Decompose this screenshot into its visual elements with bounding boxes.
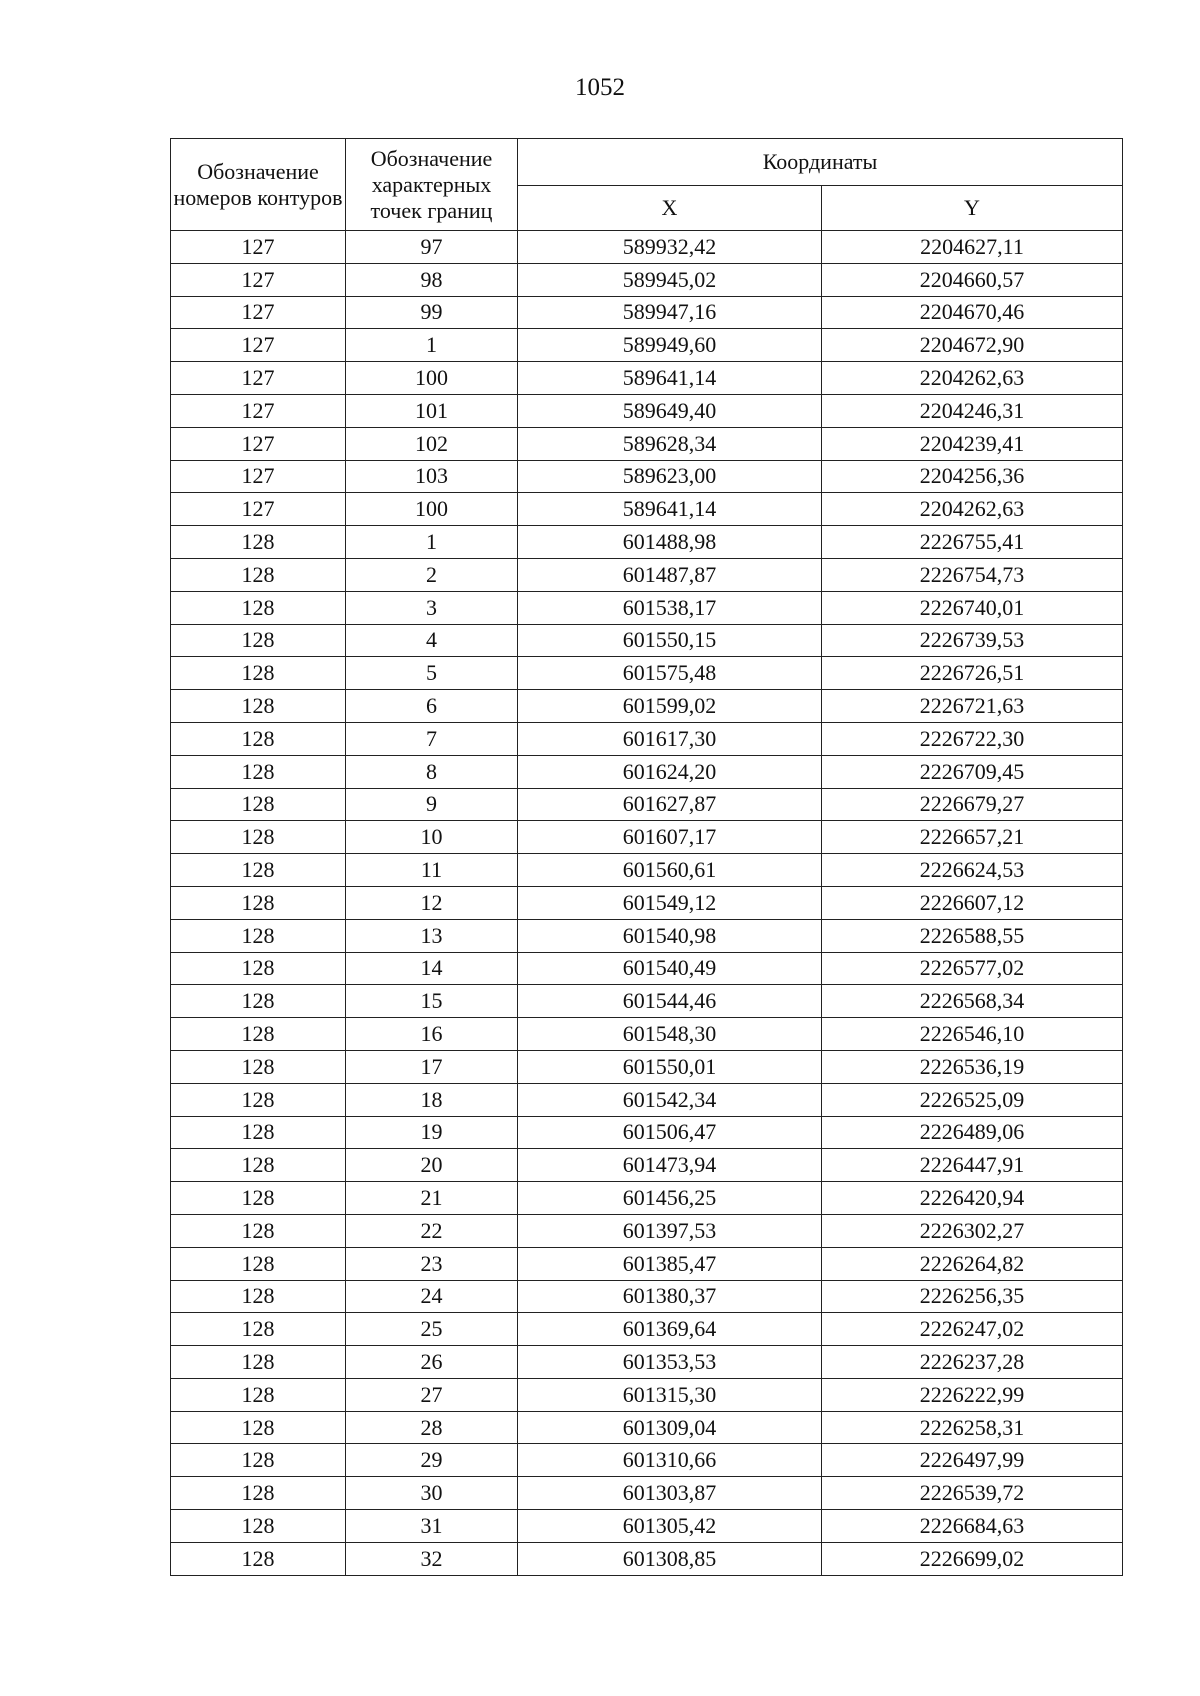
y-coordinate-cell: 2226624,53 bbox=[822, 854, 1123, 887]
contour-number-cell: 128 bbox=[171, 1116, 346, 1149]
table-row bbox=[171, 952, 1123, 985]
x-coordinate-cell: 601308,85 bbox=[518, 1542, 822, 1575]
contour-number-cell: 128 bbox=[171, 624, 346, 657]
point-number-cell: 15 bbox=[346, 985, 518, 1018]
x-coordinate-cell: 601550,01 bbox=[518, 1050, 822, 1083]
table-row bbox=[171, 722, 1123, 755]
point-number-cell: 28 bbox=[346, 1411, 518, 1444]
x-coordinate-cell: 601542,34 bbox=[518, 1083, 822, 1116]
contour-number-cell: 128 bbox=[171, 526, 346, 559]
y-coordinate-cell: 2204262,63 bbox=[822, 362, 1123, 395]
header-x: X bbox=[518, 186, 822, 231]
y-coordinate-cell: 2226657,21 bbox=[822, 821, 1123, 854]
x-coordinate-cell: 601488,98 bbox=[518, 526, 822, 559]
point-number-cell: 9 bbox=[346, 788, 518, 821]
point-number-cell: 19 bbox=[346, 1116, 518, 1149]
y-coordinate-cell: 2226237,28 bbox=[822, 1346, 1123, 1379]
table-row bbox=[171, 460, 1123, 493]
x-coordinate-cell: 589947,16 bbox=[518, 296, 822, 329]
table-row bbox=[171, 591, 1123, 624]
contour-number-cell: 128 bbox=[171, 657, 346, 690]
y-coordinate-cell: 2226568,34 bbox=[822, 985, 1123, 1018]
y-coordinate-cell: 2204627,11 bbox=[822, 231, 1123, 264]
y-coordinate-cell: 2226497,99 bbox=[822, 1444, 1123, 1477]
point-number-cell: 6 bbox=[346, 690, 518, 723]
table-row bbox=[171, 919, 1123, 952]
point-number-cell: 18 bbox=[346, 1083, 518, 1116]
point-number-cell: 7 bbox=[346, 722, 518, 755]
table-row bbox=[171, 362, 1123, 395]
y-coordinate-cell: 2204256,36 bbox=[822, 460, 1123, 493]
x-coordinate-cell: 601560,61 bbox=[518, 854, 822, 887]
x-coordinate-cell: 589641,14 bbox=[518, 493, 822, 526]
table-row bbox=[171, 1083, 1123, 1116]
x-coordinate-cell: 601380,37 bbox=[518, 1280, 822, 1313]
y-coordinate-cell: 2204246,31 bbox=[822, 394, 1123, 427]
contour-number-cell: 128 bbox=[171, 1510, 346, 1543]
y-coordinate-cell: 2226302,27 bbox=[822, 1214, 1123, 1247]
y-coordinate-cell: 2226754,73 bbox=[822, 558, 1123, 591]
contour-number-cell: 128 bbox=[171, 886, 346, 919]
contour-number-cell: 127 bbox=[171, 493, 346, 526]
table-row bbox=[171, 1116, 1123, 1149]
x-coordinate-cell: 589641,14 bbox=[518, 362, 822, 395]
table-row bbox=[171, 788, 1123, 821]
x-coordinate-cell: 601369,64 bbox=[518, 1313, 822, 1346]
point-number-cell: 100 bbox=[346, 493, 518, 526]
header-contour-numbers: Обозначение номеров контуров bbox=[171, 139, 346, 231]
point-number-cell: 100 bbox=[346, 362, 518, 395]
point-number-cell: 22 bbox=[346, 1214, 518, 1247]
contour-number-cell: 127 bbox=[171, 427, 346, 460]
x-coordinate-cell: 601624,20 bbox=[518, 755, 822, 788]
x-coordinate-cell: 601575,48 bbox=[518, 657, 822, 690]
table-row bbox=[171, 1214, 1123, 1247]
table-row bbox=[171, 231, 1123, 264]
contour-number-cell: 127 bbox=[171, 263, 346, 296]
point-number-cell: 101 bbox=[346, 394, 518, 427]
y-coordinate-cell: 2226722,30 bbox=[822, 722, 1123, 755]
point-number-cell: 30 bbox=[346, 1477, 518, 1510]
x-coordinate-cell: 601627,87 bbox=[518, 788, 822, 821]
table-body bbox=[171, 231, 1123, 1576]
table-row bbox=[171, 526, 1123, 559]
x-coordinate-cell: 589628,34 bbox=[518, 427, 822, 460]
point-number-cell: 14 bbox=[346, 952, 518, 985]
x-coordinate-cell: 601599,02 bbox=[518, 690, 822, 723]
point-number-cell: 26 bbox=[346, 1346, 518, 1379]
table-row bbox=[171, 854, 1123, 887]
contour-number-cell: 128 bbox=[171, 1182, 346, 1215]
table-row bbox=[171, 821, 1123, 854]
x-coordinate-cell: 601305,42 bbox=[518, 1510, 822, 1543]
contour-number-cell: 127 bbox=[171, 394, 346, 427]
table-row bbox=[171, 1411, 1123, 1444]
table-row bbox=[171, 690, 1123, 723]
point-number-cell: 98 bbox=[346, 263, 518, 296]
table-row bbox=[171, 985, 1123, 1018]
contour-number-cell: 128 bbox=[171, 1214, 346, 1247]
y-coordinate-cell: 2226684,63 bbox=[822, 1510, 1123, 1543]
y-coordinate-cell: 2226546,10 bbox=[822, 1018, 1123, 1051]
contour-number-cell: 128 bbox=[171, 1542, 346, 1575]
y-coordinate-cell: 2226420,94 bbox=[822, 1182, 1123, 1215]
table-row bbox=[171, 1280, 1123, 1313]
y-coordinate-cell: 2226264,82 bbox=[822, 1247, 1123, 1280]
x-coordinate-cell: 601506,47 bbox=[518, 1116, 822, 1149]
x-coordinate-cell: 601548,30 bbox=[518, 1018, 822, 1051]
x-coordinate-cell: 601309,04 bbox=[518, 1411, 822, 1444]
contour-number-cell: 128 bbox=[171, 1444, 346, 1477]
table-row bbox=[171, 1444, 1123, 1477]
contour-number-cell: 127 bbox=[171, 362, 346, 395]
contour-number-cell: 128 bbox=[171, 1313, 346, 1346]
x-coordinate-cell: 601315,30 bbox=[518, 1378, 822, 1411]
x-coordinate-cell: 589945,02 bbox=[518, 263, 822, 296]
y-coordinate-cell: 2226726,51 bbox=[822, 657, 1123, 690]
x-coordinate-cell: 601544,46 bbox=[518, 985, 822, 1018]
point-number-cell: 2 bbox=[346, 558, 518, 591]
y-coordinate-cell: 2226588,55 bbox=[822, 919, 1123, 952]
table-row bbox=[171, 624, 1123, 657]
x-coordinate-cell: 589623,00 bbox=[518, 460, 822, 493]
x-coordinate-cell: 601473,94 bbox=[518, 1149, 822, 1182]
contour-number-cell: 128 bbox=[171, 1050, 346, 1083]
point-number-cell: 11 bbox=[346, 854, 518, 887]
table-row bbox=[171, 1313, 1123, 1346]
table-row bbox=[171, 558, 1123, 591]
y-coordinate-cell: 2226721,63 bbox=[822, 690, 1123, 723]
contour-number-cell: 128 bbox=[171, 1018, 346, 1051]
table-row bbox=[171, 1149, 1123, 1182]
contour-number-cell: 128 bbox=[171, 821, 346, 854]
x-coordinate-cell: 601397,53 bbox=[518, 1214, 822, 1247]
header-coordinates: Координаты bbox=[518, 139, 1123, 186]
contour-number-cell: 128 bbox=[171, 1477, 346, 1510]
table-row bbox=[171, 493, 1123, 526]
point-number-cell: 29 bbox=[346, 1444, 518, 1477]
point-number-cell: 23 bbox=[346, 1247, 518, 1280]
point-number-cell: 3 bbox=[346, 591, 518, 624]
table-row bbox=[171, 1378, 1123, 1411]
point-number-cell: 4 bbox=[346, 624, 518, 657]
x-coordinate-cell: 601617,30 bbox=[518, 722, 822, 755]
y-coordinate-cell: 2226539,72 bbox=[822, 1477, 1123, 1510]
y-coordinate-cell: 2226607,12 bbox=[822, 886, 1123, 919]
contour-number-cell: 128 bbox=[171, 755, 346, 788]
contour-number-cell: 128 bbox=[171, 1247, 346, 1280]
point-number-cell: 97 bbox=[346, 231, 518, 264]
y-coordinate-cell: 2226247,02 bbox=[822, 1313, 1123, 1346]
table-row bbox=[171, 657, 1123, 690]
point-number-cell: 13 bbox=[346, 919, 518, 952]
contour-number-cell: 128 bbox=[171, 854, 346, 887]
contour-number-cell: 128 bbox=[171, 952, 346, 985]
point-number-cell: 17 bbox=[346, 1050, 518, 1083]
contour-number-cell: 128 bbox=[171, 1083, 346, 1116]
header-boundary-points: Обозначение характерных точек границ bbox=[346, 139, 518, 231]
table-row bbox=[171, 394, 1123, 427]
point-number-cell: 21 bbox=[346, 1182, 518, 1215]
table-row bbox=[171, 755, 1123, 788]
table-row bbox=[171, 263, 1123, 296]
table-row bbox=[171, 427, 1123, 460]
contour-number-cell: 128 bbox=[171, 1149, 346, 1182]
x-coordinate-cell: 601607,17 bbox=[518, 821, 822, 854]
y-coordinate-cell: 2204239,41 bbox=[822, 427, 1123, 460]
point-number-cell: 102 bbox=[346, 427, 518, 460]
contour-number-cell: 128 bbox=[171, 788, 346, 821]
y-coordinate-cell: 2226258,31 bbox=[822, 1411, 1123, 1444]
y-coordinate-cell: 2204670,46 bbox=[822, 296, 1123, 329]
y-coordinate-cell: 2226739,53 bbox=[822, 624, 1123, 657]
point-number-cell: 1 bbox=[346, 329, 518, 362]
contour-number-cell: 127 bbox=[171, 460, 346, 493]
y-coordinate-cell: 2226699,02 bbox=[822, 1542, 1123, 1575]
x-coordinate-cell: 601385,47 bbox=[518, 1247, 822, 1280]
table-header bbox=[171, 139, 1123, 231]
point-number-cell: 24 bbox=[346, 1280, 518, 1313]
table-row bbox=[171, 1018, 1123, 1051]
y-coordinate-cell: 2226222,99 bbox=[822, 1378, 1123, 1411]
contour-number-cell: 127 bbox=[171, 231, 346, 264]
table-row bbox=[171, 1510, 1123, 1543]
y-coordinate-cell: 2226755,41 bbox=[822, 526, 1123, 559]
contour-number-cell: 127 bbox=[171, 296, 346, 329]
coordinates-table bbox=[170, 138, 1123, 1576]
point-number-cell: 27 bbox=[346, 1378, 518, 1411]
table-row bbox=[171, 1477, 1123, 1510]
contour-number-cell: 128 bbox=[171, 1411, 346, 1444]
x-coordinate-cell: 589649,40 bbox=[518, 394, 822, 427]
contour-number-cell: 128 bbox=[171, 1378, 346, 1411]
x-coordinate-cell: 601310,66 bbox=[518, 1444, 822, 1477]
x-coordinate-cell: 601550,15 bbox=[518, 624, 822, 657]
x-coordinate-cell: 601456,25 bbox=[518, 1182, 822, 1215]
table-row bbox=[171, 1542, 1123, 1575]
x-coordinate-cell: 601303,87 bbox=[518, 1477, 822, 1510]
point-number-cell: 32 bbox=[346, 1542, 518, 1575]
x-coordinate-cell: 601487,87 bbox=[518, 558, 822, 591]
table-row bbox=[171, 1346, 1123, 1379]
page-number: 1052 bbox=[575, 74, 625, 101]
contour-number-cell: 128 bbox=[171, 1346, 346, 1379]
point-number-cell: 99 bbox=[346, 296, 518, 329]
y-coordinate-cell: 2204262,63 bbox=[822, 493, 1123, 526]
y-coordinate-cell: 2226489,06 bbox=[822, 1116, 1123, 1149]
x-coordinate-cell: 601549,12 bbox=[518, 886, 822, 919]
x-coordinate-cell: 601353,53 bbox=[518, 1346, 822, 1379]
contour-number-cell: 127 bbox=[171, 329, 346, 362]
y-coordinate-cell: 2204660,57 bbox=[822, 263, 1123, 296]
point-number-cell: 10 bbox=[346, 821, 518, 854]
y-coordinate-cell: 2226740,01 bbox=[822, 591, 1123, 624]
y-coordinate-cell: 2204672,90 bbox=[822, 329, 1123, 362]
point-number-cell: 20 bbox=[346, 1149, 518, 1182]
y-coordinate-cell: 2226577,02 bbox=[822, 952, 1123, 985]
x-coordinate-cell: 589932,42 bbox=[518, 231, 822, 264]
header-y: Y bbox=[822, 186, 1123, 231]
contour-number-cell: 128 bbox=[171, 919, 346, 952]
contour-number-cell: 128 bbox=[171, 1280, 346, 1313]
point-number-cell: 25 bbox=[346, 1313, 518, 1346]
table-row bbox=[171, 886, 1123, 919]
x-coordinate-cell: 601538,17 bbox=[518, 591, 822, 624]
contour-number-cell: 128 bbox=[171, 558, 346, 591]
point-number-cell: 103 bbox=[346, 460, 518, 493]
y-coordinate-cell: 2226525,09 bbox=[822, 1083, 1123, 1116]
table-row bbox=[171, 1182, 1123, 1215]
contour-number-cell: 128 bbox=[171, 985, 346, 1018]
table-row bbox=[171, 1050, 1123, 1083]
contour-number-cell: 128 bbox=[171, 591, 346, 624]
table-row bbox=[171, 296, 1123, 329]
contour-number-cell: 128 bbox=[171, 722, 346, 755]
table-row bbox=[171, 329, 1123, 362]
x-coordinate-cell: 601540,98 bbox=[518, 919, 822, 952]
x-coordinate-cell: 601540,49 bbox=[518, 952, 822, 985]
y-coordinate-cell: 2226536,19 bbox=[822, 1050, 1123, 1083]
y-coordinate-cell: 2226709,45 bbox=[822, 755, 1123, 788]
y-coordinate-cell: 2226679,27 bbox=[822, 788, 1123, 821]
y-coordinate-cell: 2226447,91 bbox=[822, 1149, 1123, 1182]
point-number-cell: 5 bbox=[346, 657, 518, 690]
table-row bbox=[171, 1247, 1123, 1280]
contour-number-cell: 128 bbox=[171, 690, 346, 723]
point-number-cell: 12 bbox=[346, 886, 518, 919]
point-number-cell: 1 bbox=[346, 526, 518, 559]
point-number-cell: 8 bbox=[346, 755, 518, 788]
point-number-cell: 31 bbox=[346, 1510, 518, 1543]
y-coordinate-cell: 2226256,35 bbox=[822, 1280, 1123, 1313]
point-number-cell: 16 bbox=[346, 1018, 518, 1051]
x-coordinate-cell: 589949,60 bbox=[518, 329, 822, 362]
